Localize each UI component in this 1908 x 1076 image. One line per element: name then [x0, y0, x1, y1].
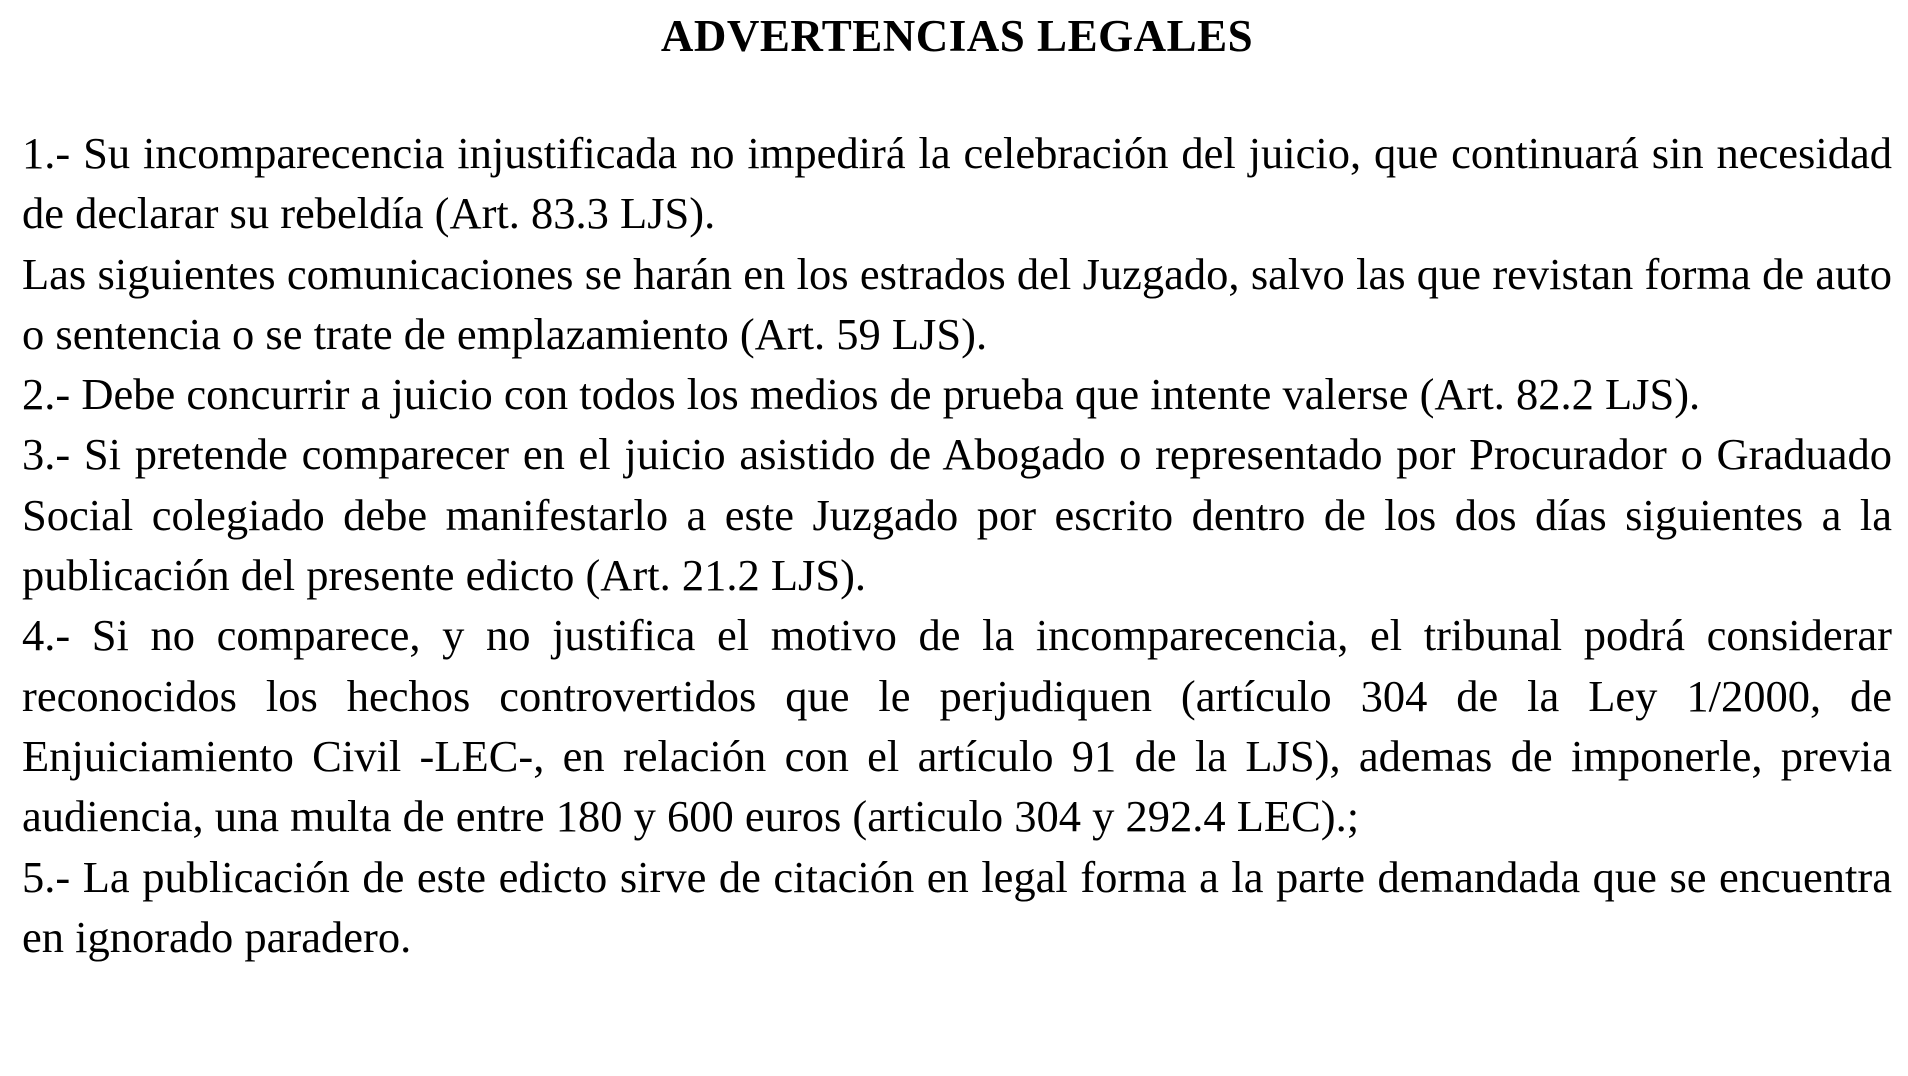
- paragraph-communications: Las siguientes comunicaciones se harán en los estrados del Juzgado, salvo las que revistan forma de auto o sentencia o se trate de emplazamiento (Art. 59 LJS).: [22, 248, 1892, 359]
- paragraph-1: 1.- Su incomparecencia injustificada no impedirá la celebración del juicio, que continuará sin necesidad de declarar su rebeldía (Art. 83.3 LJS).: [22, 128, 1892, 239]
- document-page: [22, 0, 1892, 1076]
- paragraph-3: 3.- Si pretende comparecer en el juicio asistido de Abogado o representado por Procurador o Graduado Social colegiado debe manifestarlo a este Juzgado por escrito dentro de los dos días siguientes a la publicación del presente edicto (Art. 21.2 LJS).: [22, 429, 1892, 601]
- document-body: [22, 123, 1892, 967]
- paragraph-2: 2.- Debe concurrir a juicio con todos los medios de prueba que intente valerse (Art. 82.2 LJS).: [22, 369, 1701, 420]
- paragraph-5: 5.- La publicación de este edicto sirve de citación en legal forma a la parte demandada que se encuentra en ignorado paradero.: [22, 851, 1892, 962]
- paragraph-4: 4.- Si no comparece, y no justifica el motivo de la incomparecencia, el tribunal podrá considerar reconocidos los hechos controvertidos que le perjudiquen (artículo 304 de la Ley 1/2000, de Enjuiciamiento Civil -LEC-, en relación con el artículo 91 de la LJS), ademas de imponerle, previa audiencia, una multa de entre 180 y 600 euros (articulo 304 y 292.4 LEC).;: [22, 610, 1892, 842]
- document-title: ADVERTENCIAS LEGALES: [660, 11, 1254, 61]
